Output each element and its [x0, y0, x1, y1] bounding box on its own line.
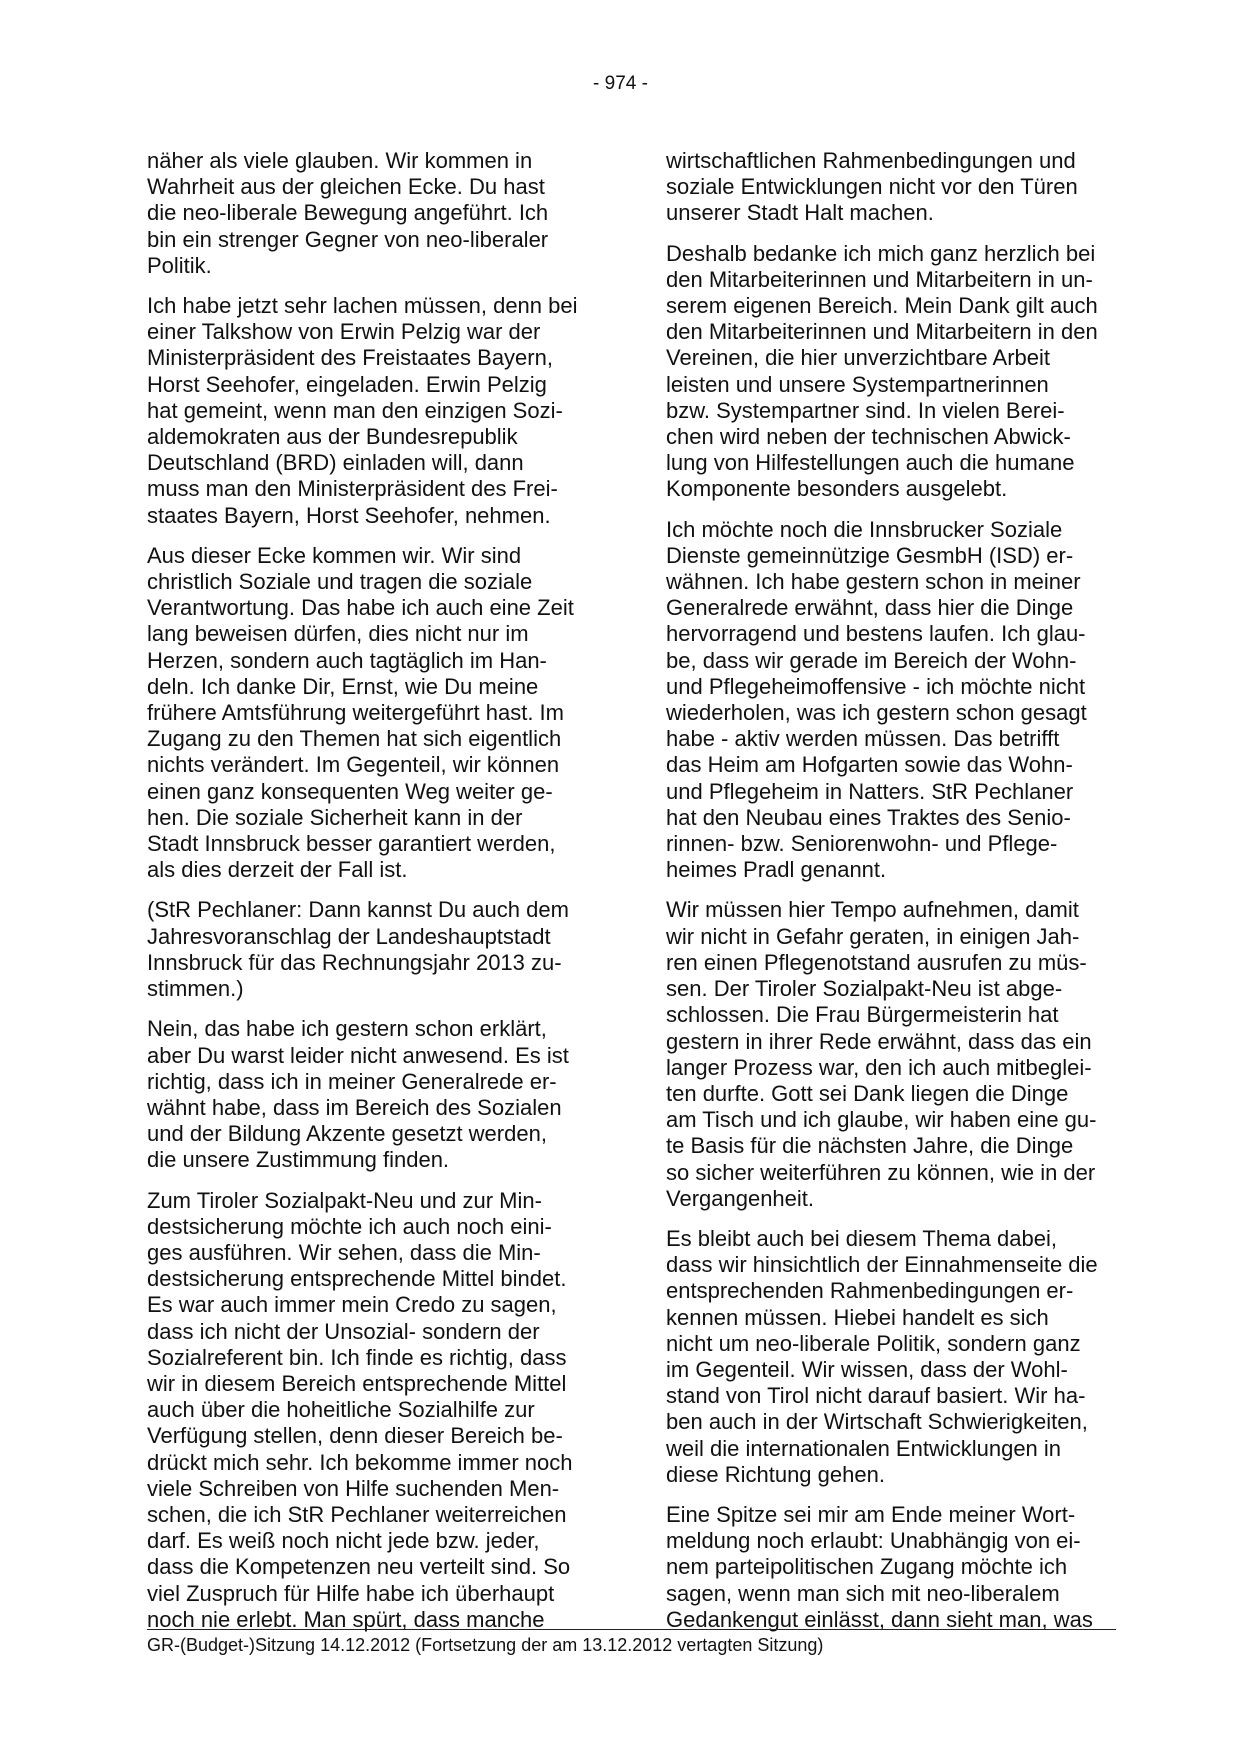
- text-line: Vereinen, die hier unverzichtbare Arbeit: [666, 345, 1051, 371]
- text-line: näher als viele glauben. Wir kommen in: [147, 148, 533, 173]
- text-line: Verantwortung. Das habe ich auch eine Zeit: [147, 595, 574, 621]
- text-line: meldung noch erlaubt: Unabhängig von ei-: [666, 1528, 1081, 1554]
- text-line: Es bleibt auch bei diesem Thema dabei,: [666, 1225, 1057, 1251]
- text-line: und der Bildung Akzente gesetzt werden,: [147, 1121, 547, 1147]
- paragraph: [666, 1502, 1106, 1633]
- text-line: be, dass wir gerade im Bereich der Wohn-: [666, 647, 1077, 673]
- text-line: Verfügung stellen, denn dieser Bereich be-: [147, 1423, 563, 1449]
- paragraph: [147, 293, 587, 529]
- text-line: Nein, das habe ich gestern schon erklärt,: [147, 1016, 547, 1042]
- text-line: aber Du warst leider nicht anwesend. Es ist: [147, 1042, 569, 1068]
- text-line: Vergangenheit.: [666, 1185, 815, 1211]
- text-line: Herzen, sondern auch tagtäglich im Han-: [147, 647, 547, 673]
- text-line: lung von Hilfestellungen auch die humane: [666, 450, 1075, 476]
- text-line: viel Zuspruch für Hilfe habe ich überhaupt: [147, 1580, 555, 1606]
- text-line: rinnen- bzw. Seniorenwohn- und Pflege-: [666, 831, 1058, 857]
- text-line: Horst Seehofer, eingeladen. Erwin Pelzig: [147, 371, 547, 397]
- text-line: Wir müssen hier Tempo aufnehmen, damit: [666, 897, 1079, 923]
- text-line: das Heim am Hofgarten sowie das Wohn-: [666, 752, 1073, 778]
- text-line: Deutschland (BRD) einladen will, dann: [147, 450, 524, 476]
- text-line: wir nicht in Gefahr geraten, in einigen Jah-: [666, 923, 1080, 949]
- text-line: wir in diesem Bereich entsprechende Mittel: [147, 1370, 567, 1396]
- text-line: Ich habe jetzt sehr lachen müssen, denn bei: [147, 293, 578, 319]
- text-line: noch nie erlebt. Man spürt, dass manche: [147, 1606, 545, 1632]
- text-line: kennen müssen. Hiebei handelt es sich: [666, 1304, 1049, 1330]
- text-line: langer Prozess war, den ich auch mitbeglei-: [666, 1054, 1092, 1080]
- text-line: Aus dieser Ecke kommen wir. Wir sind: [147, 542, 522, 568]
- paragraph: [147, 543, 587, 884]
- text-line: schlossen. Die Frau Bürgermeisterin hat: [666, 1002, 1059, 1028]
- paragraph: [666, 897, 1106, 1211]
- text-line: viele Schreiben von Hilfe suchenden Men-: [147, 1475, 560, 1501]
- text-line: Zum Tiroler Sozialpakt-Neu und zur Min-: [147, 1187, 542, 1213]
- text-line: Generalrede erwähnt, dass hier die Dinge: [666, 595, 1074, 621]
- text-line: te Basis für die nächsten Jahre, die Dinge: [666, 1133, 1074, 1159]
- text-line: drückt mich sehr. Ich bekomme immer noch: [147, 1449, 573, 1475]
- text-line: dass die Kompetenzen neu verteilt sind. So: [147, 1554, 571, 1580]
- text-line: Sozialreferent bin. Ich finde es richtig, dass: [147, 1344, 567, 1370]
- text-line: schen, die ich StR Pechlaner weiterreichen: [147, 1501, 567, 1527]
- text-line: serem eigenen Bereich. Mein Dank gilt auch: [666, 293, 1098, 319]
- text-line: Deshalb bedanke ich mich ganz herzlich bei: [666, 240, 1096, 266]
- text-line: heimes Pradl genannt.: [666, 857, 887, 883]
- text-line: hat den Neubau eines Traktes des Senio-: [666, 804, 1071, 830]
- text-line: stimmen.): [147, 976, 244, 1002]
- text-line: Gedankengut einlässt, dann sieht man, was: [666, 1606, 1093, 1632]
- text-line: Innsbruck für das Rechnungsjahr 2013 zu-: [147, 949, 562, 975]
- footer-divider: [147, 1629, 1116, 1630]
- text-line: ben auch in der Wirtschaft Schwierigkeiten,: [666, 1409, 1088, 1435]
- text-line: wähnen. Ich habe gestern schon in meiner: [666, 569, 1081, 595]
- text-line: und Pflegeheim in Natters. StR Pechlaner: [666, 778, 1074, 804]
- text-line: diese Richtung gehen.: [666, 1461, 885, 1487]
- text-line: nem parteipolitischen Zugang möchte ich: [666, 1554, 1068, 1580]
- text-line: richtig, dass ich in meiner Generalrede er-: [147, 1068, 557, 1094]
- text-line: ten durfte. Gott sei Dank liegen die Dinge: [666, 1080, 1069, 1106]
- text-line: auch über die hoheitliche Sozialhilfe zur: [147, 1397, 535, 1423]
- text-line: deln. Ich danke Dir, Ernst, wie Du meine: [147, 673, 539, 699]
- text-line: den Mitarbeiterinnen und Mitarbeitern in den: [666, 319, 1098, 345]
- right-column: [666, 148, 1106, 1647]
- text-line: staates Bayern, Horst Seehofer, nehmen.: [147, 502, 551, 528]
- text-line: einen ganz konsequenten Weg weiter ge-: [147, 778, 553, 804]
- text-line: bzw. Systempartner sind. In vielen Berei-: [666, 397, 1065, 423]
- text-line: bin ein strenger Gegner von neo-liberaler: [147, 226, 549, 252]
- text-line: Dienste gemeinnützige GesmbH (ISD) er-: [666, 542, 1074, 568]
- text-line: Jahresvoranschlag der Landeshauptstadt: [147, 923, 551, 949]
- paragraph: [666, 1226, 1106, 1488]
- text-line: (StR Pechlaner: Dann kannst Du auch dem: [147, 897, 569, 923]
- paragraph: [147, 1016, 587, 1173]
- text-line: weil die internationalen Entwicklungen in: [666, 1435, 1062, 1461]
- text-line: ren einen Pflegenotstand ausrufen zu müs-: [666, 949, 1087, 975]
- text-line: als dies derzeit der Fall ist.: [147, 857, 408, 883]
- text-line: hen. Die soziale Sicherheit kann in der: [147, 804, 523, 830]
- text-line: hervorragend und bestens laufen. Ich glau-: [666, 621, 1086, 647]
- text-line: stand von Tirol nicht darauf basiert. Wir ha-: [666, 1383, 1086, 1409]
- paragraph: [666, 241, 1106, 503]
- text-line: soziale Entwicklungen nicht vor den Türen: [666, 174, 1078, 200]
- text-line: nichts verändert. Im Gegenteil, wir können: [147, 752, 560, 778]
- footer-text: GR-(Budget-)Sitzung 14.12.2012 (Fortsetzung der am 13.12.2012 vertagten Sitzung): [147, 1635, 824, 1655]
- text-line: sen. Der Tiroler Sozialpakt-Neu ist abge-: [666, 976, 1063, 1002]
- text-line: Eine Spitze sei mir am Ende meiner Wort-: [666, 1501, 1076, 1527]
- text-line: am Tisch und ich glaube, wir haben eine gu-: [666, 1107, 1097, 1133]
- text-line: wiederholen, was ich gestern schon gesagt: [666, 700, 1087, 726]
- text-line: Stadt Innsbruck besser garantiert werden,: [147, 831, 556, 857]
- text-line: christlich Soziale und tragen die soziale: [147, 569, 533, 595]
- paragraph: [666, 148, 1106, 227]
- text-line: destsicherung entsprechende Mittel bindet.: [147, 1266, 567, 1292]
- text-line: darf. Es weiß noch nicht jede bzw. jeder,: [147, 1528, 540, 1554]
- text-line: destsicherung möchte ich auch noch eini-: [147, 1213, 552, 1239]
- text-line: Wahrheit aus der gleichen Ecke. Du hast: [147, 174, 545, 200]
- text-line: chen wird neben der technischen Abwick-: [666, 424, 1071, 450]
- text-line: Politik.: [147, 252, 212, 278]
- text-line: einer Talkshow von Erwin Pelzig war der: [147, 319, 541, 345]
- interjection-paragraph: [147, 897, 587, 1002]
- text-line: die neo-liberale Bewegung angeführt. Ich: [147, 200, 549, 226]
- page-number: - 974 -: [593, 73, 648, 94]
- text-line: unserer Stadt Halt machen.: [666, 200, 934, 226]
- text-line: den Mitarbeiterinnen und Mitarbeitern in un-: [666, 266, 1093, 292]
- left-column: [147, 148, 587, 1647]
- text-line: Zugang zu den Themen hat sich eigentlich: [147, 726, 562, 752]
- text-line: dass ich nicht der Unsozial- sondern der: [147, 1318, 540, 1344]
- paragraph: [147, 148, 587, 279]
- text-line: gestern in ihrer Rede erwähnt, dass das ein: [666, 1028, 1092, 1054]
- text-line: leisten und unsere Systempartnerinnen: [666, 371, 1049, 397]
- paragraph: [666, 517, 1106, 884]
- text-line: aldemokraten aus der Bundesrepublik: [147, 424, 518, 450]
- text-line: muss man den Ministerpräsident des Frei-: [147, 476, 558, 502]
- text-line: nicht um neo-liberale Politik, sondern ganz: [666, 1330, 1081, 1356]
- text-line: sagen, wenn man sich mit neo-liberalem: [666, 1580, 1060, 1606]
- text-line: Ministerpräsident des Freistaates Bayern,: [147, 345, 553, 371]
- text-line: Komponente besonders ausgelebt.: [666, 476, 1008, 502]
- text-line: entsprechenden Rahmenbedingungen er-: [666, 1278, 1074, 1304]
- paragraph: [147, 1188, 587, 1633]
- text-line: wirtschaftlichen Rahmenbedingungen und: [666, 148, 1076, 173]
- text-line: im Gegenteil. Wir wissen, dass der Wohl-: [666, 1356, 1068, 1382]
- text-line: Es war auch immer mein Credo zu sagen,: [147, 1292, 557, 1318]
- text-line: wähnt habe, dass im Bereich des Sozialen: [147, 1094, 562, 1120]
- text-line: habe - aktiv werden müssen. Das betrifft: [666, 726, 1060, 752]
- text-line: und Pflegeheimoffensive - ich möchte nicht: [666, 673, 1086, 699]
- text-line: dass wir hinsichtlich der Einnahmenseite die: [666, 1252, 1098, 1278]
- text-line: hat gemeint, wenn man den einzigen Sozi-: [147, 397, 563, 423]
- text-line: ges ausführen. Wir sehen, dass die Min-: [147, 1239, 541, 1265]
- text-line: Ich möchte noch die Innsbrucker Soziale: [666, 516, 1063, 542]
- text-line: die unsere Zustimmung finden.: [147, 1147, 450, 1173]
- text-line: so sicher weiterführen zu können, wie in der: [666, 1159, 1096, 1185]
- text-line: frühere Amtsführung weitergeführt hast. Im: [147, 700, 564, 726]
- text-line: lang beweisen dürfen, dies nicht nur im: [147, 621, 529, 647]
